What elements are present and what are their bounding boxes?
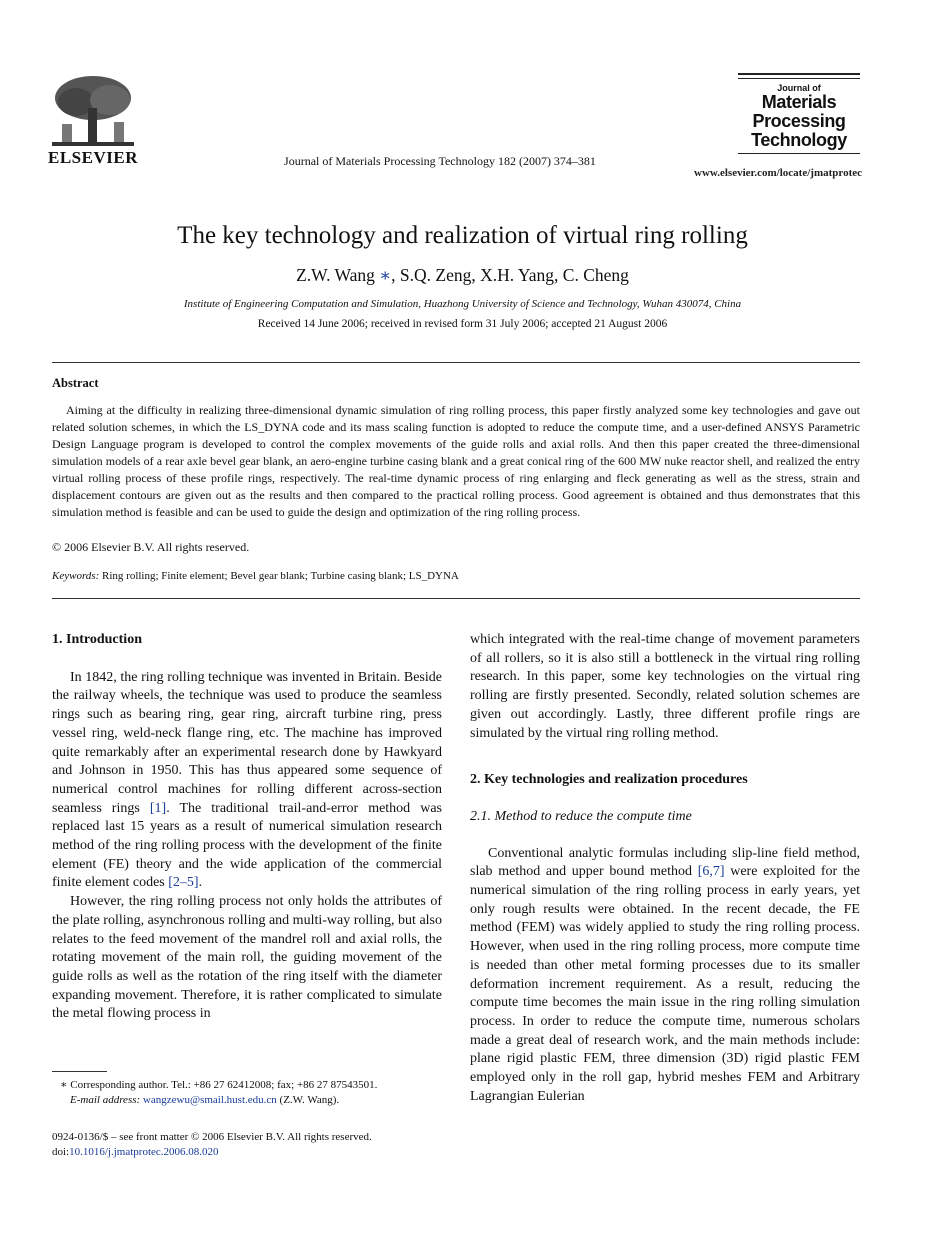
citation-link[interactable]: [1] xyxy=(149,800,167,816)
section-1-heading: 1. Introduction xyxy=(52,632,142,647)
divider xyxy=(52,598,860,599)
citation-link[interactable]: [2–5] xyxy=(168,875,199,891)
keywords-list: Ring rolling; Finite element; Bevel gear blank; Turbine casing blank; LS_DYNA xyxy=(102,570,459,582)
journal-logo xyxy=(738,73,860,157)
abstract-body xyxy=(52,402,860,521)
footnote-rule xyxy=(52,1071,107,1072)
keywords xyxy=(52,570,860,582)
journal-logo-line1: Materials xyxy=(761,92,837,112)
left-column xyxy=(52,631,442,1024)
corresponding-info: Corresponding author. Tel.: +86 27 62412008; fax; +86 27 87543501. xyxy=(67,1079,378,1091)
journal-citation: Journal of Materials Processing Technology 182 (2007) 374–381 xyxy=(284,154,596,168)
doi-link[interactable]: 10.1016/j.jmatprotec.2006.08.020 xyxy=(69,1146,219,1158)
received-dates: Received 14 June 2006; received in revised form 31 July 2006; accepted 21 August 2006 xyxy=(257,318,668,330)
abstract-heading: Abstract xyxy=(52,376,99,390)
other-authors: , S.Q. Zeng, X.H. Yang, C. Cheng xyxy=(391,265,629,285)
doi-label: doi: xyxy=(52,1146,70,1158)
divider xyxy=(52,362,860,363)
publisher-name: ELSEVIER xyxy=(48,148,138,167)
author-list xyxy=(0,265,925,286)
email-link[interactable]: wangzewu@smail.hust.edu.cn xyxy=(142,1094,277,1106)
front-matter xyxy=(52,1130,472,1160)
intro-paragraph-1: In 1842, the ring rolling technique was invented in Britain. Beside the railway wheels, the technique was used to produce the seamless rings such as bearing ring, gear ring, aircraft turbine ring, press vessel ring, weld-neck flange ring, etc. The machine has improved quite remarkably after an experimental research done by Hawkyard and Johnson in 1950. This has thus appeared some sequence of numerical control machines for rolling different across-section seamless rings [1]. The traditional trail-and-error method was replaced last 15 years as a result of numerical simulation research method of the ring rolling process with the development of the finite element (FE) theory and the wide application of the commercial finite element codes [2–5]. xyxy=(52,669,442,891)
footnote xyxy=(52,1078,452,1108)
abstract-text: Aiming at the difficulty in realizing three-dimensional dynamic simulation of ring rolling process, this paper firstly analyzed some key technologies and gave out related solution schemes, in which the LS_DYNA code and its mass scaling function is adopted to reduce the compute time, and a user-defined ANSYS Parametric Design Language program is developed to control the complex movements of the guide rolls and axial rolls. And then this paper created the three-dimensional simulation models of a rear axle bevel gear blank, an aero-engine turbine casing blank and a great conical ring of the 600 MW nuke reactor shell, and realized the entry virtual rolling process of these profile rings, respectively. The real-time dynamic process of ring enlarging and fleck generating as well as the stress, strain and displacement contours are given out as the results and then compared to the practical rolling process. Good agreement is obtained and thus demonstrates that this simulation method is feasible and can be used to guide the design and optimization of the ring rolling process. xyxy=(52,403,860,519)
footnote-mark: ∗ xyxy=(60,1079,68,1091)
intro-paragraph-cont: which integrated with the real-time change of movement parameters of all rollers, so it is also still a bottleneck in the virtual ring rolling research. In this paper, some key technologies on the virtual ring rolling are firstly presented. Secondly, related solution schemes are given out accordingly. Lastly, three different profile rings are simulated by the virtual ring rolling method. xyxy=(470,632,860,741)
intro-paragraph-2: However, the ring rolling process not only holds the attributes of the plate rolling, asynchronous rolling and multi-way rolling, but also relates to the feed movement of the mandrel roll and axial rolls, the rotating movement of the main roll, the guiding movement of the guide rolls as well as the rotation of the ring itself with the diameter expanding movement. Therefore, it is rather complicated to simulate the metal flowing process in xyxy=(52,894,442,1022)
corresponding-author-mark[interactable]: ∗ xyxy=(379,265,392,285)
journal-logo-small: Journal of xyxy=(777,83,821,93)
journal-logo-line3: Technology xyxy=(751,130,847,150)
right-column xyxy=(470,631,860,1106)
section-2-1-paragraph: Conventional analytic formulas including slip-line field method, slab method and upper bound method [6,7] were exploited for the numerical simulation of the ring rolling process in early years, yet only rough results were obtained. In the recent decade, the FE method (FEM) was widely applied to study the ring rolling process. However, when used in the ring rolling process, more compute time is needed than other metal forming processes due to its smaller deformation increment requirement. As a result, reducing the compute time becomes the main issue in the ring rolling simulation process. In order to reduce the compute time, numerous scholars made a great deal of research work, and the main methods include: plane rigid plastic FEM, three dimension (3D) rigid plastic FEM employed only in the roll gap, hybrid meshes FEM and Arbitrary Lagrangian Eulerian xyxy=(470,845,860,1104)
citation-link[interactable]: [6,7] xyxy=(697,864,725,880)
issn-line: 0924-0136/$ – see front matter © 2006 Elsevier B.V. All rights reserved. xyxy=(52,1131,372,1143)
email-owner: (Z.W. Wang). xyxy=(276,1094,340,1106)
email-label: E-mail address: xyxy=(70,1094,141,1106)
section-2-heading: 2. Key technologies and realization procedures xyxy=(470,772,748,788)
keywords-label: Keywords: xyxy=(52,570,100,582)
affiliation: Institute of Engineering Computation and Simulation, Huazhong University of Science and Technology, Wuhan 430074, China xyxy=(183,298,742,310)
section-2-1-heading: 2.1. Method to reduce the compute time xyxy=(470,808,692,824)
journal-url[interactable]: www.elsevier.com/locate/jmatprotec xyxy=(694,167,862,179)
abstract-copyright: © 2006 Elsevier B.V. All rights reserved. xyxy=(52,540,250,554)
article-title: The key technology and realization of virtual ring rolling xyxy=(177,222,748,249)
journal-logo-line2: Processing xyxy=(752,111,846,131)
first-author: Z.W. Wang xyxy=(296,265,375,285)
